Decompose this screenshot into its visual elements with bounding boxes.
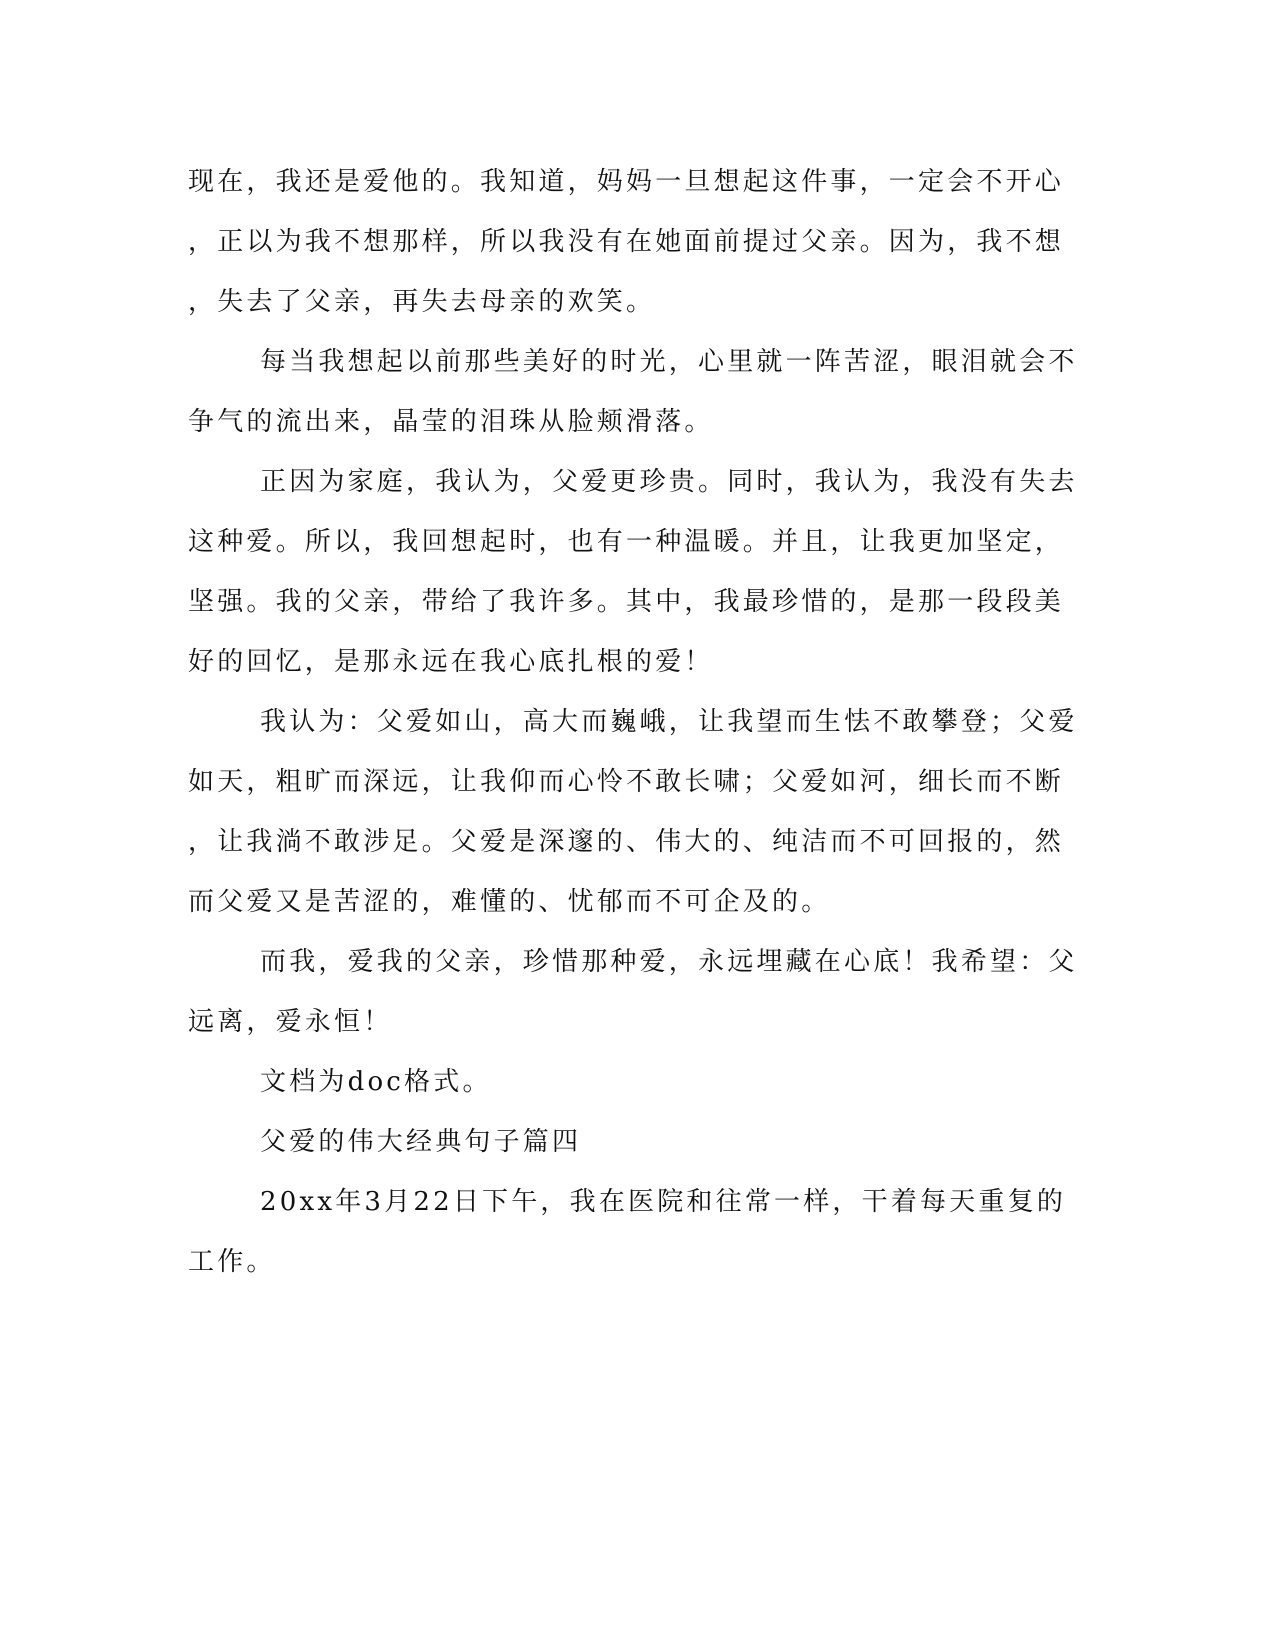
text-line: 如天，粗旷而深远，让我仰而心怜不敢长啸；父爱如河，细长而不断: [188, 767, 1065, 797]
section-heading: 父爱的伟大经典句子篇四: [260, 1127, 582, 1157]
text-line: 每当我想起以前那些美好的时光，心里就一阵苦涩，眼泪就会不: [260, 347, 1078, 377]
text-line: 正因为家庭，我认为，父爱更珍贵。同时，我认为，我没有失去: [260, 467, 1078, 497]
text-line: 20xx年3月22日下午，我在医院和往常一样，干着每天重复的: [260, 1187, 1067, 1217]
text-line: 坚强。我的父亲，带给了我许多。其中，我最珍惜的，是那一段段美: [188, 587, 1065, 617]
text-line: 远离，爱永恒！: [188, 1007, 393, 1037]
text-line: ，正以为我不想那样，所以我没有在她面前提过父亲。因为，我不想: [188, 227, 1065, 257]
text-line: ，让我淌不敢涉足。父爱是深邃的、伟大的、纯洁而不可回报的，然: [188, 827, 1065, 857]
text-line: 现在，我还是爱他的。我知道，妈妈一旦想起这件事，一定会不开心: [188, 167, 1065, 197]
text-line: 我认为：父爱如山，高大而巍峨，让我望而生怯不敢攀登；父爱: [260, 707, 1078, 737]
text-line: 而我，爱我的父亲，珍惜那种爱，永远埋藏在心底！我希望：父: [260, 947, 1078, 977]
text-line: 文档为doc格式。: [260, 1067, 492, 1097]
text-line: ，失去了父亲，再失去母亲的欢笑。: [188, 287, 656, 317]
text-line: 工作。: [188, 1247, 276, 1277]
text-line: 争气的流出来，晶莹的泪珠从脸颊滑落。: [188, 407, 714, 437]
text-line: 而父爱又是苦涩的，难懂的、忧郁而不可企及的。: [188, 887, 831, 917]
text-line: 好的回忆，是那永远在我心底扎根的爱！: [188, 647, 714, 677]
text-line: 这种爱。所以，我回想起时，也有一种温暖。并且，让我更加坚定，: [188, 527, 1065, 557]
